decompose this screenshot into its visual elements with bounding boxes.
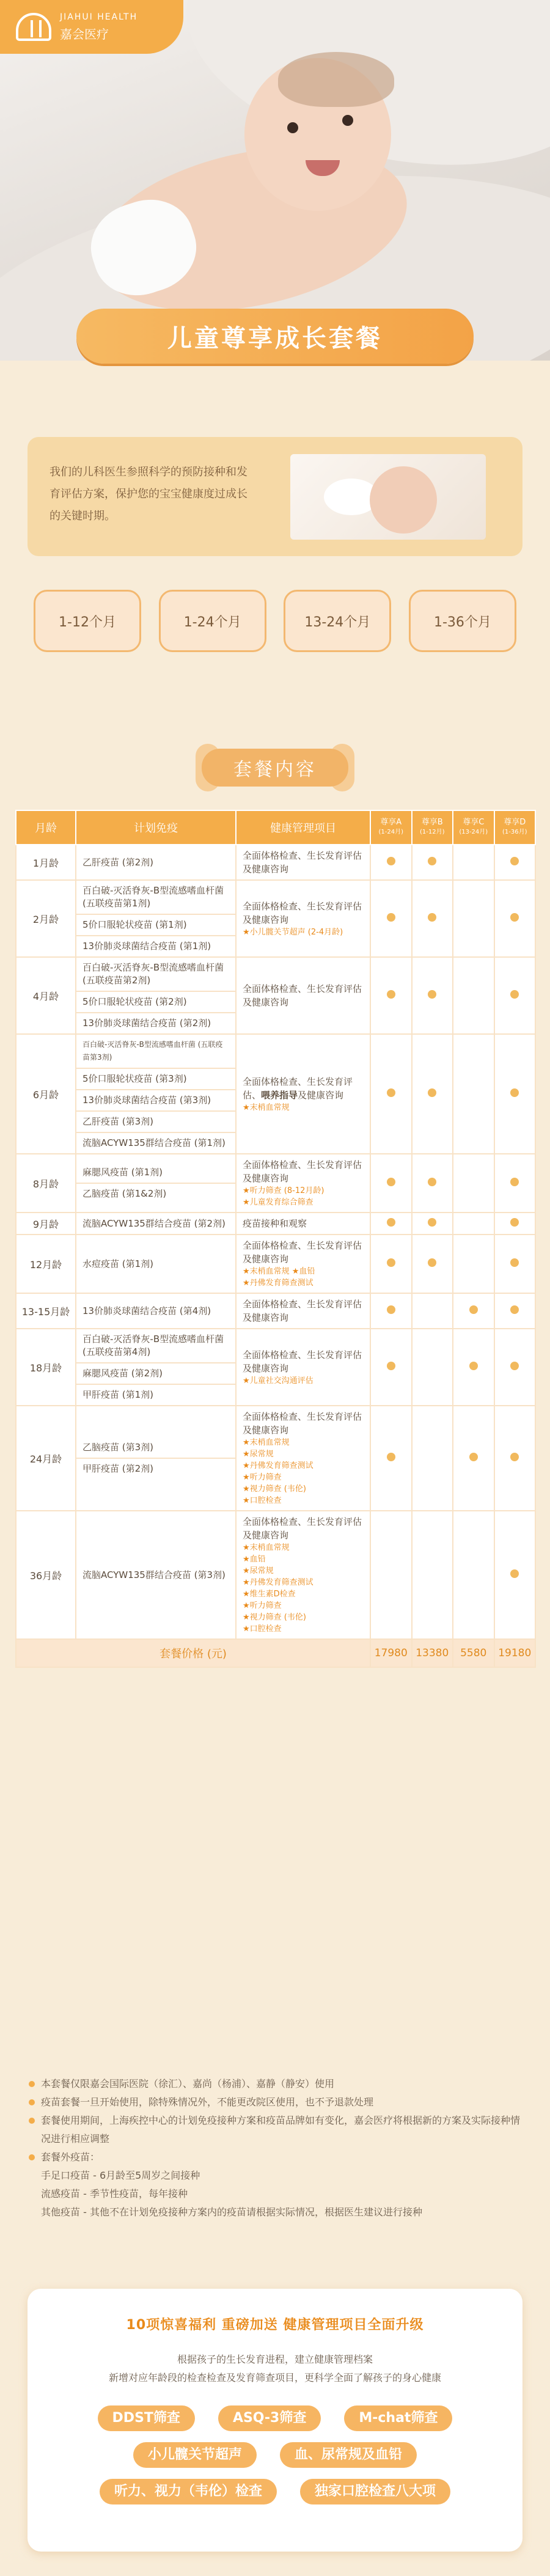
health-cell — [236, 1511, 370, 1639]
package-mark-cell — [453, 880, 494, 957]
vaccine-cell — [76, 1406, 236, 1511]
tag-hearing-vision: 听力、视力（韦伦）检查 — [100, 2479, 277, 2504]
header-age: 月龄 — [16, 810, 76, 845]
brand-logo — [0, 0, 183, 54]
included-dot-icon — [510, 1569, 519, 1578]
included-dot-icon — [387, 1088, 395, 1097]
extra-check-item: ★末梢血常规 — [243, 1438, 290, 1447]
bonus-desc-line: 根据孩子的生长发育进程，建立健康管理档案 — [177, 2354, 373, 2365]
vaccine-cell — [76, 1213, 236, 1235]
age-cell: 8月龄 — [16, 1154, 76, 1213]
package-mark-cell — [494, 1213, 536, 1235]
table-row — [16, 1511, 535, 1639]
package-mark-cell — [370, 1293, 412, 1329]
health-cell — [236, 880, 370, 957]
extra-check-item: ★末梢血常规 — [243, 1543, 290, 1552]
table-row — [16, 1235, 535, 1293]
table-row — [16, 1406, 535, 1511]
package-mark-cell — [494, 1235, 536, 1293]
vaccine-item: 水痘疫苗 (第1剂) — [82, 1258, 154, 1269]
bonus-tags — [55, 2405, 495, 2504]
age-cell: 4月龄 — [16, 957, 76, 1034]
header-package-d: 尊享D (1-36月) — [494, 810, 536, 845]
extra-check-item: ★听力筛查 (8-12月龄) — [243, 1186, 324, 1195]
bonus-description — [28, 2350, 522, 2387]
intro-text: 我们的儿科医生参照科学的预防接种和发育评估方案，保护您的宝宝健康度过成长的关键时期。 — [50, 466, 248, 523]
extra-check-item: ★小儿髋关节超声 (2-4月龄) — [243, 927, 343, 937]
health-cell — [236, 1406, 370, 1511]
health-cell — [236, 1213, 370, 1235]
package-mark-cell — [494, 880, 536, 957]
health-text: 全面体格检查、生长发育评估及健康咨询 — [243, 900, 362, 925]
header-vaccine: 计划免疫 — [76, 810, 236, 845]
package-table — [15, 810, 536, 1668]
table-row — [16, 880, 535, 957]
range-pill-13-24[interactable]: 13-24个月 — [284, 590, 391, 652]
vaccine-item: 5价口服轮状疫苗 (第2剂) — [76, 992, 235, 1013]
tag-blood-urine: 血、尿常规及血铅 — [280, 2442, 417, 2468]
vaccine-item: 13价肺炎球菌结合疫苗 (第2剂) — [82, 1018, 211, 1029]
header-health: 健康管理项目 — [236, 810, 370, 845]
vaccine-item: 13价肺炎球菌结合疫苗 (第4剂) — [82, 1305, 211, 1316]
range-pill-1-24[interactable]: 1-24个月 — [159, 590, 266, 652]
package-mark-cell — [453, 1154, 494, 1213]
extra-check-item: ★儿童发育综合筛查 — [243, 1198, 314, 1207]
section-title: 套餐内容 — [202, 749, 348, 787]
extra-check-item: ★丹佛发育筛查测试 — [243, 1578, 314, 1587]
package-mark-cell — [494, 1034, 536, 1154]
vaccine-item: 甲肝疫苗 (第2剂) — [82, 1463, 154, 1474]
age-cell: 13-15月龄 — [16, 1293, 76, 1329]
vaccine-item: 麻腮风疫苗 (第1剂) — [76, 1162, 235, 1184]
vaccine-item: 百白破-灭活脊灰-B型流感嗜血杆菌 (五联疫苗第1剂) — [76, 881, 235, 915]
package-mark-cell — [412, 1406, 453, 1511]
vaccine-item: 乙脑疫苗 (第3剂) — [76, 1437, 235, 1459]
included-dot-icon — [428, 990, 436, 999]
extra-check-item: ★听力筛查 — [243, 1473, 282, 1482]
package-mark-cell — [453, 957, 494, 1034]
vaccine-item: 甲肝疫苗 (第1剂) — [82, 1389, 154, 1400]
health-text: 全面体格检查、生长发育评估及健康咨询 — [243, 850, 362, 875]
tag-oral-exam: 独家口腔检查八大项 — [300, 2479, 450, 2504]
vaccine-item: 流脑ACYW135群结合疫苗 (第3剂) — [82, 1569, 226, 1580]
extra-check-item: ★丹佛发育筛查测试 — [243, 1461, 314, 1470]
tag-ddst: DDST筛查 — [98, 2405, 195, 2431]
package-mark-cell — [494, 1329, 536, 1406]
price-label: 套餐价格 (元) — [16, 1639, 370, 1667]
extra-check-item: ★儿童社交沟通评估 — [243, 1376, 314, 1385]
vaccine-item: 麻腮风疫苗 (第2剂) — [76, 1363, 235, 1385]
age-cell: 18月龄 — [16, 1329, 76, 1406]
included-dot-icon — [510, 1258, 519, 1267]
vaccine-cell — [76, 1235, 236, 1293]
price-row — [16, 1639, 535, 1667]
package-mark-cell — [453, 1034, 494, 1154]
package-mark-cell — [370, 957, 412, 1034]
included-dot-icon — [428, 1088, 436, 1097]
package-mark-cell — [453, 1293, 494, 1329]
table-row — [16, 1154, 535, 1213]
included-dot-icon — [428, 857, 436, 865]
package-mark-cell — [412, 1293, 453, 1329]
included-dot-icon — [469, 1305, 478, 1314]
table-row — [16, 1034, 535, 1154]
age-cell: 6月龄 — [16, 1034, 76, 1154]
included-dot-icon — [510, 990, 519, 999]
vaccine-item: 百白破-灭活脊灰-B型流感嗜血杆菌 (五联疫苗第2剂) — [76, 958, 235, 992]
vaccine-cell — [76, 1329, 236, 1406]
health-bold-text: 喂养指导 — [261, 1089, 298, 1101]
included-dot-icon — [469, 1453, 478, 1461]
vaccine-cell — [76, 1154, 236, 1213]
brand-name-cn: 嘉会医疗 — [60, 26, 109, 42]
included-dot-icon — [387, 1305, 395, 1314]
vaccine-cell — [76, 1293, 236, 1329]
included-dot-icon — [387, 1218, 395, 1227]
health-tail-text: 及健康咨询 — [298, 1089, 344, 1101]
included-dot-icon — [387, 1362, 395, 1370]
age-cell: 1月龄 — [16, 845, 76, 880]
package-mark-cell — [370, 1154, 412, 1213]
bonus-title: 10项惊喜福利 重磅加送 健康管理项目全面升级 — [126, 2317, 424, 2333]
vaccine-item: 乙脑疫苗 (第1&2剂) — [82, 1188, 167, 1199]
note-item: 套餐外疫苗： — [28, 2148, 529, 2167]
health-text: 疫苗接种和观察 — [243, 1218, 307, 1229]
included-dot-icon — [428, 1218, 436, 1227]
package-mark-cell — [412, 1511, 453, 1639]
vaccine-item: 5价口服轮状疫苗 (第1剂) — [76, 915, 235, 936]
package-mark-cell — [412, 1034, 453, 1154]
package-mark-cell — [453, 1213, 494, 1235]
note-item: 本套餐仅限嘉会国际医院（徐汇）、嘉尚（杨浦）、嘉静（静安）使用 — [28, 2075, 529, 2093]
package-mark-cell — [370, 1406, 412, 1511]
package-mark-cell — [494, 1406, 536, 1511]
vaccine-cell — [76, 845, 236, 880]
included-dot-icon — [387, 857, 395, 865]
extra-check-item: ★末梢血常规 — [243, 1103, 290, 1112]
included-dot-icon — [510, 1305, 519, 1314]
included-dot-icon — [428, 913, 436, 922]
included-dot-icon — [510, 1453, 519, 1461]
vaccine-item: 乙肝疫苗 (第2剂) — [82, 856, 154, 868]
package-mark-cell — [453, 1406, 494, 1511]
age-range-selector — [34, 590, 516, 652]
extra-check-item: ★维生素D检查 — [243, 1590, 296, 1599]
health-text: 全面体格检查、生长发育评估及健康咨询 — [243, 1299, 362, 1323]
vaccine-item: 流脑ACYW135群结合疫苗 (第2剂) — [82, 1217, 226, 1229]
included-dot-icon — [387, 1453, 395, 1461]
vaccine-item: 13价肺炎球菌结合疫苗 (第3剂) — [76, 1090, 235, 1112]
header-package-a: 尊享A (1-24月) — [370, 810, 412, 845]
notes-list — [28, 2075, 529, 2222]
brand-name-en: JIAHUI HEALTH — [60, 12, 138, 22]
health-cell — [236, 1293, 370, 1329]
package-mark-cell — [453, 845, 494, 880]
package-mark-cell — [494, 957, 536, 1034]
package-mark-cell — [494, 1511, 536, 1639]
hero-photo — [0, 0, 550, 361]
health-text: 全面体格检查、生长发育评估及健康咨询 — [243, 1411, 362, 1436]
age-cell: 12月龄 — [16, 1235, 76, 1293]
tag-mchat: M-chat筛查 — [344, 2405, 452, 2431]
package-mark-cell — [412, 1329, 453, 1406]
package-mark-cell — [370, 1235, 412, 1293]
included-dot-icon — [510, 1362, 519, 1370]
vaccine-item: 百白破-灭活脊灰-B型流感嗜血杆菌 (五联疫苗第3剂) — [76, 1035, 235, 1069]
sub-note-item: 流感疫苗 - 季节性疫苗，每年接种 — [41, 2188, 188, 2200]
extra-check-item: ★尿常规 — [243, 1450, 274, 1459]
package-mark-cell — [412, 880, 453, 957]
package-mark-cell — [412, 1154, 453, 1213]
vaccine-item: 流脑ACYW135群结合疫苗 (第1剂) — [82, 1137, 226, 1148]
health-cell — [236, 1154, 370, 1213]
range-pill-1-12[interactable]: 1-12个月 — [34, 590, 141, 652]
extra-check-item: ★口腔检查 — [243, 1624, 282, 1634]
extra-check-item: ★血铅 — [243, 1555, 266, 1564]
header-package-c: 尊享C (13-24月) — [453, 810, 494, 845]
health-text: 全面体格检查、生长发育评估及健康咨询 — [243, 1240, 362, 1264]
vaccine-cell — [76, 1034, 236, 1154]
extra-check-item: ★丹佛发育筛查测试 — [243, 1279, 314, 1288]
note-item: 套餐使用期间，上海疾控中心的计划免疫接种方案和疫苗品牌如有变化，嘉会医疗将根据新的方案及实际接种情况进行相应调整 — [28, 2112, 529, 2148]
package-mark-cell — [453, 1511, 494, 1639]
package-mark-cell — [370, 1213, 412, 1235]
bonus-desc-line: 新增对应年龄段的检查检查及发育筛查项目，更科学全面了解孩子的身心健康 — [108, 2372, 441, 2383]
extra-check-item: ★视力筛查 (韦伦) — [243, 1484, 306, 1494]
included-dot-icon — [469, 1362, 478, 1370]
vaccine-item: 13价肺炎球菌结合疫苗 (第1剂) — [82, 941, 211, 952]
extra-check-item: ★听力筛查 — [243, 1601, 282, 1610]
bonus-card — [28, 2289, 522, 2552]
package-mark-cell — [494, 845, 536, 880]
age-cell: 2月龄 — [16, 880, 76, 957]
health-text: 全面体格检查、生长发育评估及健康咨询 — [243, 1516, 362, 1541]
health-cell — [236, 1329, 370, 1406]
age-cell: 24月龄 — [16, 1406, 76, 1511]
logo-icon — [16, 13, 51, 41]
extra-check-item: ★末梢血常规 ★血铅 — [243, 1267, 315, 1276]
header-package-b: 尊享B (1-12月) — [412, 810, 453, 845]
table-row — [16, 957, 535, 1034]
age-cell: 9月龄 — [16, 1213, 76, 1235]
included-dot-icon — [510, 1218, 519, 1227]
package-mark-cell — [412, 1235, 453, 1293]
package-mark-cell — [412, 957, 453, 1034]
health-text: 全面体格检查、生长发育评估及健康咨询 — [243, 1349, 362, 1374]
intro-baby-photo — [290, 454, 486, 540]
health-cell — [236, 1034, 370, 1154]
extra-check-item: ★口腔检查 — [243, 1496, 282, 1505]
package-mark-cell — [370, 880, 412, 957]
tag-hip-ultrasound: 小儿髋关节超声 — [133, 2442, 257, 2468]
included-dot-icon — [510, 913, 519, 922]
vaccine-cell — [76, 880, 236, 957]
health-cell — [236, 1235, 370, 1293]
package-title-banner: 儿童尊享成长套餐 — [76, 309, 474, 364]
extra-check-item: ★视力筛查 (韦伦) — [243, 1613, 306, 1622]
table-row — [16, 1293, 535, 1329]
included-dot-icon — [510, 1088, 519, 1097]
price-value: 5580 — [453, 1639, 494, 1667]
health-text: 全面体格检查、生长发育评估、 — [243, 1076, 353, 1101]
package-mark-cell — [370, 845, 412, 880]
package-mark-cell — [494, 1154, 536, 1213]
vaccine-item: 百白破-灭活脊灰-B型流感嗜血杆菌 (五联疫苗第4剂) — [76, 1329, 235, 1363]
extra-check-item: ★尿常规 — [243, 1566, 274, 1576]
package-mark-cell — [412, 845, 453, 880]
range-pill-1-36[interactable]: 1-36个月 — [409, 590, 516, 652]
health-cell — [236, 845, 370, 880]
price-value: 13380 — [412, 1639, 453, 1667]
package-mark-cell — [453, 1329, 494, 1406]
health-text: 全面体格检查、生长发育评估及健康咨询 — [243, 1159, 362, 1184]
package-mark-cell — [412, 1213, 453, 1235]
health-cell — [236, 957, 370, 1034]
included-dot-icon — [387, 913, 395, 922]
table-row — [16, 845, 535, 880]
tag-asq3: ASQ-3筛查 — [218, 2405, 321, 2431]
included-dot-icon — [428, 1178, 436, 1186]
included-dot-icon — [387, 990, 395, 999]
table-row — [16, 1213, 535, 1235]
package-mark-cell — [494, 1293, 536, 1329]
vaccine-item: 5价口服轮状疫苗 (第3剂) — [76, 1069, 235, 1090]
age-cell: 36月龄 — [16, 1511, 76, 1639]
package-mark-cell — [370, 1034, 412, 1154]
included-dot-icon — [387, 1178, 395, 1186]
health-text: 全面体格检查、生长发育评估及健康咨询 — [243, 983, 362, 1008]
package-mark-cell — [370, 1511, 412, 1639]
included-dot-icon — [510, 1178, 519, 1186]
package-mark-cell — [370, 1329, 412, 1406]
intro-card — [28, 437, 522, 556]
sub-note-item: 手足口疫苗 - 6月龄至5周岁之间接种 — [41, 2170, 200, 2181]
price-value: 19180 — [494, 1639, 536, 1667]
table-row — [16, 1329, 535, 1406]
vaccine-cell — [76, 957, 236, 1034]
package-mark-cell — [453, 1235, 494, 1293]
included-dot-icon — [428, 1258, 436, 1267]
included-dot-icon — [387, 1258, 395, 1267]
included-dot-icon — [510, 857, 519, 865]
sub-note-item: 其他疫苗 - 其他不在计划免疫接种方案内的疫苗请根据实际情况，根据医生建议进行接种 — [41, 2206, 422, 2218]
vaccine-cell — [76, 1511, 236, 1639]
price-value: 17980 — [370, 1639, 412, 1667]
note-item: 疫苗套餐一旦开始使用，除特殊情况外，不能更改院区使用，也不予退款处理 — [28, 2093, 529, 2112]
vaccine-item: 乙肝疫苗 (第3剂) — [76, 1112, 235, 1133]
